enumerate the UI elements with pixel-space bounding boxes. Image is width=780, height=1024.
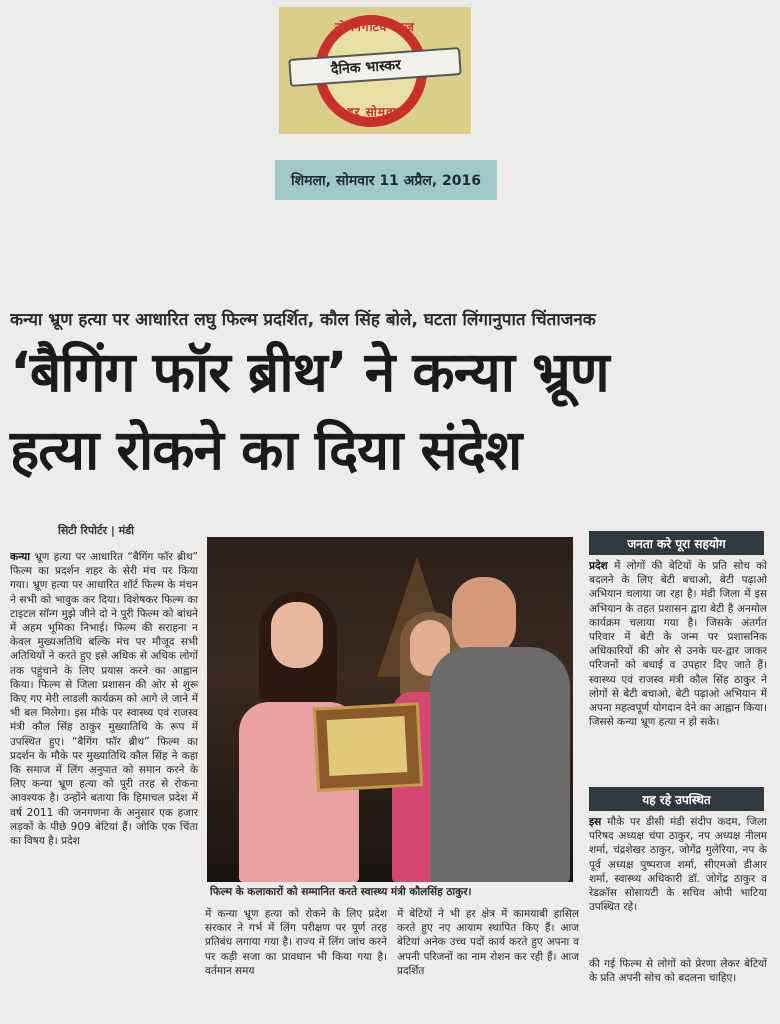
body-text-1: भ्रूण हत्या पर आधारित “बैगिंग फॉर ब्रीथ” फिल्म का प्रदर्शन शहर के सेरी मंच पर किया गया। भ्रूण हत्या पर आधारित शॉर्ट फिल्म के मंचन ने सभी को भावुक कर दिया। विशेषकर फिल्म का टाइटल सॉन्ग मुझे जीने दो ने पूरी फिल्म को बांधने में अहम भूमिका निभाई। फिल्म की सराहना न केवल मुख्यअतिथि बल्कि मंच पर मौजूद सभी अतिथियों ने करते हुए इसे अधिक से अधिक लोगों तक पहुंचाने के लिए प्रयास करने का आह्वान किया। फिल्म से जिला प्रशासन की ओर से शुरू किए गए मेरी लाडली कार्यक्रम को आगे ले जाने में भी बल मिलेगा। इस मौके पर स्वास्थ्य एवं राजस्व मंत्री कौल सिंह ठाकुर मुख्यातिथि के रूप में उपस्थित हुए। “बैगिंग फॉर ब्रीथ” फिल्म का प्रदर्शन के मौके पर मुख्यातिथि कौल सिंह ने कहा कि समाज में लिंग अनुपात को समान करने के लिए कन्या भ्रूण हत्या को पूरी तरह से रोकना आवश्यक है। उन्होंने बताया कि हिमाचल प्रदेश में वर्ष 2011 की जनगणना के अनुसार एक हजार लड़कों के पीछे 909 बेटियां हैं। जोकि एक चिंता का विषय है। प्रदेश xyxy=(10,551,198,848)
body-column-3: में बेटियों ने भी हर क्षेत्र में कामयाबी हासिल करते हुए नए आयाम स्थापित किए हैं। आज बेटियां अनेक उच्च पदों कार्य करते हुए अपना व अपनी परिजनों का नाम रोशन कर रही हैं। आज प्रदर्शित xyxy=(397,908,579,977)
logo-paper-roll xyxy=(288,47,462,87)
byline: सिटी रिपोर्टर | मंडी xyxy=(58,524,134,537)
headline-line-2: हत्या रोकने का दिया संदेश xyxy=(10,418,522,482)
body-column-1 xyxy=(10,550,198,1015)
dateline: शिमला, सोमवार 11 अप्रैल, 2016 xyxy=(275,160,497,200)
sidebar-heading-present: यह रहे उपस्थित xyxy=(589,787,764,811)
award-plaque xyxy=(313,702,423,791)
logo-slogan-bottom: हर सोमवार xyxy=(347,105,403,119)
sidebar-body-present xyxy=(589,815,767,943)
body-column-2: में कन्या भ्रूण हत्या को रोकने के लिए प्रदेश सरकार ने गर्भ में लिंग परीक्षण पर पूर्ण तरह प्रतिबंध लगाया गया है। राज्य में लिंग जांच करने पर कड़ी सजा का प्रावधान भी किया गया है। वर्तमान समय xyxy=(205,908,387,977)
sidebar-heading-public-support: जनता करे पूरा सहयोग xyxy=(589,531,764,555)
kicker: कन्या भ्रूण हत्या पर आधारित लघु फिल्म प्रदर्शित, कौल सिंह बोले, घटता लिंगानुपात चिंताजनक xyxy=(10,310,596,330)
headline-line-1: ‘बैगिंग फॉर ब्रीथ’ ने कन्या भ्रूण xyxy=(10,340,609,404)
event-photo xyxy=(207,537,573,882)
article-clipping xyxy=(0,295,780,1024)
drop-lead: कन्या xyxy=(10,551,30,563)
sidebar2-lead: इस xyxy=(589,816,602,828)
sidebar2-text: मौके पर डीसी मंडी संदीप कदम, जिला परिषद अध्यक्ष चंपा ठाकुर, नप अध्यक्ष नीलम शर्मा, चंद्रशेखर ठाकुर, जोगेंद्र गुलेरिया, नप के पूर्व अध्यक्ष पुष्पराज शर्मा, सीएमओ डीआर शर्मा, स्वास्थ्य अधिकारी डॉ. जोगेंद्र ठाकुर व रेडक्रॉस सोसायटी के सचिव ओपी भाटिया उपस्थित रहे। xyxy=(589,816,767,914)
headline xyxy=(10,333,775,489)
newspaper-logo xyxy=(279,7,471,134)
body-column-4: की गई फिल्म से लोगों को प्रेरणा लेकर बेटियों के प्रति अपनी सोच को बदलना चाहिए। xyxy=(589,958,767,985)
sidebar-body-public-support xyxy=(589,559,767,779)
minister-figure xyxy=(422,577,572,882)
sidebar1-lead: प्रदेश xyxy=(589,560,608,572)
paper-name: दैनिक भास्कर xyxy=(330,57,402,79)
sidebar1-text: में लोगों की बेटियों के प्रति सोच को बदलने के लिए बेटी बचाओ, बेटी पढ़ाओ अभियान चलाया जा रहा है। मंडी जिला में इस अभियान के तहत प्रशासन द्वारा बेटी है अनमोल कार्यक्रम चलाया गया है। जिसके अंतर्गत परिवार में बेटी के जन्म पर प्रशासनिक अधिकारियों की ओर से उनके घर-द्वार जाकर परिजनों को बधाई व उपहार दिए जाते हैं। स्वास्थ्य एवं राजस्व मंत्री कौल सिंह ठाकुर ने लोगों से बेटी बचाओ, बेटी पढ़ाओ अभियान में अपना महत्वपूर्ण योगदान देने का आह्वान किया। जिससे कन्या भ्रूण हत्या न हो सके। xyxy=(589,560,767,729)
photo-caption: फिल्म के कलाकारों को सम्मानित करते स्वास्थ्य मंत्री कौलसिंह ठाकुर। xyxy=(210,886,472,898)
logo-slogan-top: नो निगेटिव न्यूज़ xyxy=(335,20,415,34)
